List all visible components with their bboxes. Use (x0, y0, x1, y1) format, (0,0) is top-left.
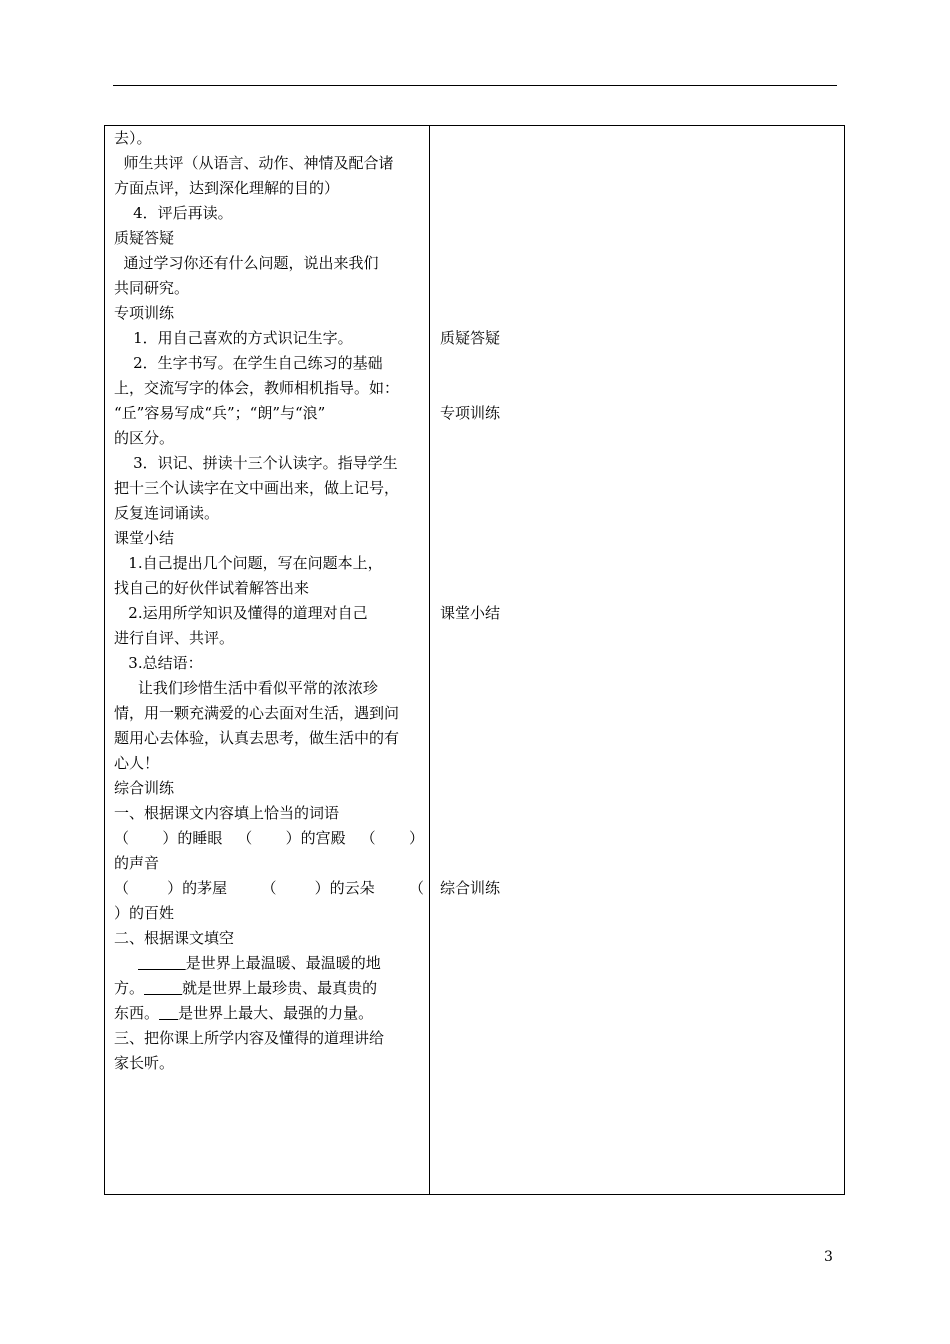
left-text-line: 师生共评（从语言、动作、神情及配合诸 (114, 154, 394, 172)
section-heading: 综合训练 (114, 779, 175, 797)
left-text-line: “丘”容易写成“兵”；“朗”与“浪” (114, 404, 326, 422)
left-text-line: 上，交流写字的体会，教师相机指导。如： (114, 379, 400, 397)
section-heading: 二、根据课文填空 (114, 929, 235, 947)
fill-blank-item: （ ）的云朵 (261, 879, 375, 897)
left-text-line: 1.自己提出几个问题，写在问题本上， (114, 554, 383, 572)
right-section-label: 综合训练 (440, 879, 501, 897)
fill-in-sentence (114, 978, 424, 998)
left-text-line: 题用心去体验，认真去思考，做生活中的有 (114, 729, 400, 747)
sentence-text: 就是世界上最珍贵、最真贵的 (182, 979, 378, 997)
section-heading: 课堂小结 (114, 529, 175, 547)
left-text-line: 家长听。 (114, 1054, 175, 1072)
left-text-line: 3．识记、拼读十三个认读字。指导学生 (114, 454, 398, 472)
left-text-line: 把十三个认读字在文中画出来，做上记号， (114, 479, 400, 497)
fill-blank-item: （ (408, 879, 424, 897)
section-heading: 专项训练 (114, 304, 175, 322)
left-text-line: 的区分。 (114, 429, 175, 447)
left-text-line: 心人！ (114, 754, 160, 772)
right-section-label: 课堂小结 (440, 604, 501, 622)
section-heading: 质疑答疑 (114, 229, 175, 247)
sentence-text: 方。 (114, 979, 145, 997)
left-text-line: 2．生字书写。在学生自己练习的基础 (114, 354, 383, 372)
sentence-text: 是世界上最大、最强的力量。 (178, 1004, 374, 1022)
answer-blank (159, 1004, 178, 1022)
fill-blank-row (114, 878, 424, 898)
left-text-line: 三、把你课上所学内容及懂得的道理讲给 (114, 1029, 385, 1047)
right-section-label: 专项训练 (440, 404, 501, 422)
left-text-line: 3.总结语： (114, 654, 203, 672)
fill-blank-row (114, 828, 424, 848)
left-text-line: 方面点评，达到深化理解的目的） (114, 179, 340, 197)
left-text-line: 4．评后再读。 (114, 204, 233, 222)
left-text-line: 共同研究。 (114, 279, 190, 297)
answer-blank (138, 954, 186, 972)
fill-in-sentence (114, 1003, 424, 1023)
left-text-line: 反复连词诵读。 (114, 504, 220, 522)
fill-blank-item: （ ） (360, 829, 424, 847)
left-text-line: 情，用一颗充满爱的心去面对生活，遇到问 (114, 704, 400, 722)
fill-blank-item: （ ）的宫殿 (237, 829, 346, 847)
page-number: 3 (824, 1249, 833, 1265)
left-text-line: 通过学习你还有什么问题，说出来我们 (114, 254, 379, 272)
left-text-line: 一、根据课文内容填上恰当的词语 (114, 804, 340, 822)
left-text-line: ）的百姓 (114, 904, 175, 922)
fill-blank-item: （ ）的睡眼 (114, 829, 223, 847)
fill-blank-item: （ ）的茅屋 (114, 879, 228, 897)
sentence-text: 是世界上最温暖、最温暖的地 (185, 954, 381, 972)
left-text-line: 让我们珍惜生活中看似平常的浓浓珍 (114, 679, 378, 697)
left-text-line: 2.运用所学知识及懂得的道理对自己 (114, 604, 368, 622)
left-text-line: 去）。 (114, 129, 152, 147)
right-section-label: 质疑答疑 (440, 329, 501, 347)
fill-in-sentence (138, 953, 424, 973)
left-text-line: 找自己的好伙伴试着解答出来 (114, 579, 310, 597)
left-text-line: 的声音 (114, 854, 160, 872)
sentence-text: 东西。 (114, 1004, 160, 1022)
left-text-line: 1．用自己喜欢的方式识记生字。 (114, 329, 353, 347)
table-column-divider (429, 125, 430, 1195)
left-text-line: 进行自评、共评。 (114, 629, 235, 647)
answer-blank (144, 979, 182, 997)
header-rule (113, 85, 837, 86)
